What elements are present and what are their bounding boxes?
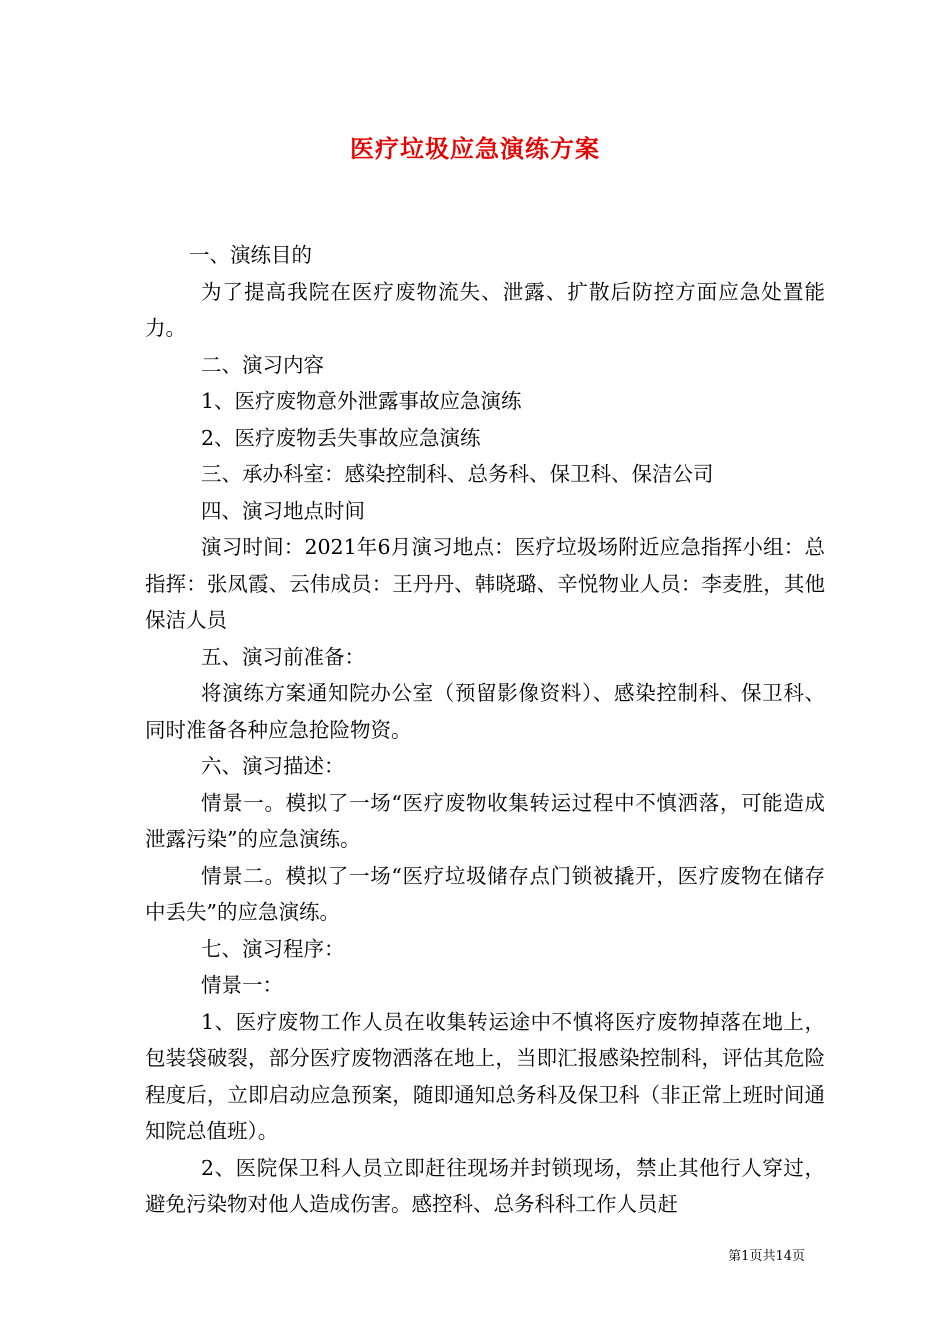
paragraph: 情景二。模拟了一场“医疗垃圾储存点门锁被撬开，医疗废物在储存中丢失”的应急演练。 [145,863,825,924]
paragraph: 为了提高我院在医疗废物流失、泄露、扩散后防控方面应急处置能力。 [145,279,825,340]
section-heading-purpose: 一、演练目的 [189,243,312,267]
paragraph: 演习时间：2021年6月演习地点：医疗垃圾场附近应急指挥小组：总指挥：张凤霞、云伟成员：王丹丹、韩晓璐、辛悦物业人员：李麦胜，其他保洁人员 [145,535,825,632]
section-heading-location-time: 四、演习地点时间 [201,498,365,523]
list-item: 2、医疗废物丢失事故应急演练 [201,425,481,450]
page-number: 第1页共14页 [728,1249,805,1264]
list-item: 1、医疗废物意外泄露事故应急演练 [201,389,522,413]
section-heading-preparation: 五、演习前准备： [201,644,365,669]
document-body [145,237,825,1223]
paragraph: 情景一。模拟了一场“医疗废物收集转运过程中不慎洒落，可能造成泄露污染”的应急演练。 [145,790,825,851]
section-heading-description: 六、演习描述： [201,754,345,778]
paragraph: 将演练方案通知院办公室（预留影像资料）、感染控制科、保卫科、同时准备各种应急抢险物资。 [145,681,825,742]
paragraph: 2、医院保卫科人员立即赶往现场并封锁现场，禁止其他行人穿过，避免污染物对他人造成伤害。感控科、总务科科工作人员赶 [145,1155,825,1216]
section-heading-departments: 三、承办科室：感染控制科、总务科、保卫科、保洁公司 [201,462,714,486]
paragraph: 1、医疗废物工作人员在收集转运途中不慎将医疗废物掉落在地上，包装袋破裂，部分医疗废物洒落在地上，当即汇报感染控制科，评估其危险程度后，立即启动应急预案，随即通知总务科及保卫科（非正常上班时间通知院总值班）。 [145,1009,825,1143]
document-title: 医疗垃圾应急演练方案 [350,134,600,163]
section-heading-content: 二、演习内容 [201,352,324,377]
section-heading-procedure: 七、演习程序： [201,936,345,961]
scenario-label: 情景一： [201,973,283,997]
